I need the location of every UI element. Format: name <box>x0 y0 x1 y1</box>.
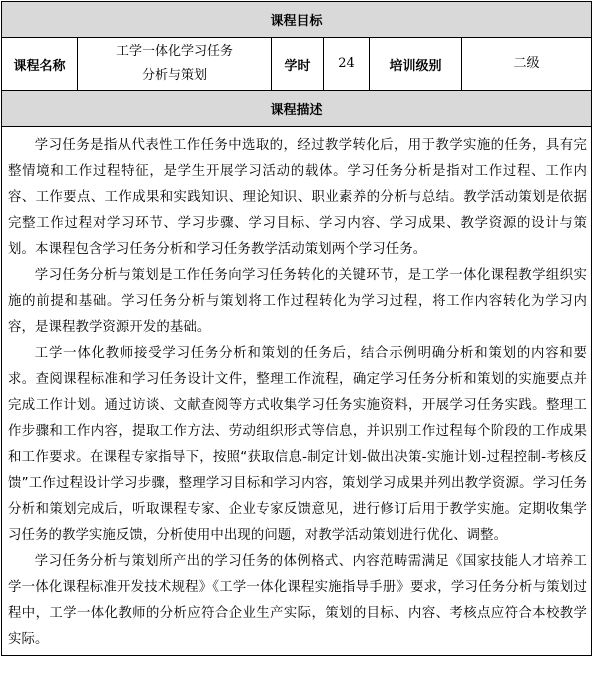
course-table <box>1 1 592 656</box>
course-info-row <box>2 38 592 91</box>
level-label: 培训级别 <box>370 38 462 91</box>
description-paragraph: 学习任务分析与策划所产出的学习任务的体例格式、内容范畴需满足《国家技能人才培养工学一体化课程标准开发技术规程》《工学一体化课程实施指导手册》要求，学习任务分析与策划过程中，工学一体化教师的分析应符合企业生产实际，策划的目标、内容、考核点应符合本校教学实际。 <box>8 554 588 647</box>
course-description-header: 课程描述 <box>2 91 592 127</box>
description-paragraph: 学习任务分析与策划是工作任务向学习任务转化的关键环节，是工学一体化课程教学组织实施的前提和基础。学习任务分析与策划将工作过程转化为学习过程，将工作内容转化为学习内容，是课程教学资源开发的基础。 <box>8 268 588 335</box>
description-paragraph: 学习任务是指从代表性工作任务中选取的，经过教学转化后，用于教学实施的任务，具有完整情境和工作过程特征，是学生开展学习活动的载体。学习任务分析是指对工作过程、工作内容、工作要点、工作成果和实践知识、理论知识、职业素养的分析与总结。教学活动策划是依据完整工作过程对学习环节、学习步骤、学习目标、学习内容、学习成果、教学资源的设计与策划。本课程包含学习任务分析和学习任务教学活动策划两个学习任务。 <box>8 138 588 257</box>
hours-label: 学时 <box>272 38 324 91</box>
course-name-line2: 分析与策划 <box>141 68 207 83</box>
hours-value: 24 <box>324 38 370 91</box>
course-name-value <box>78 38 272 91</box>
course-description-body <box>2 127 592 656</box>
course-name-label: 课程名称 <box>2 38 78 91</box>
description-paragraph: 工学一体化教师接受学习任务分析和策划的任务后，结合示例明确分析和策划的内容和要求。查阅课程标准和学习任务设计文件，整理工作流程，确定学习任务分析和策划的实施要点并完成工作计划。通过访谈、文献查阅等方式收集学习任务实施资料，开展学习任务实践。整理工作步骤和工作内容，提取工作方法、劳动组织形式等信息，并识别工作过程每个阶段的工作成果和工作要求。在课程专家指导下，按照“获取信息-制定计划-做出决策-实施计划-过程控制-考核反馈”工作过程设计学习步骤，整理学习目标和学习内容，策划学习成果并列出教学资源。学习任务分析和策划完成后，听取课程专家、企业专家反馈意见，进行修订后用于教学实施。定期收集学习任务的教学实施反馈，分析使用中出现的问题，对教学活动策划进行优化、调整。 <box>8 346 588 543</box>
level-value: 二级 <box>462 38 592 91</box>
course-name-line1: 工学一体化学习任务 <box>115 44 233 59</box>
course-goal-header: 课程目标 <box>2 2 592 38</box>
